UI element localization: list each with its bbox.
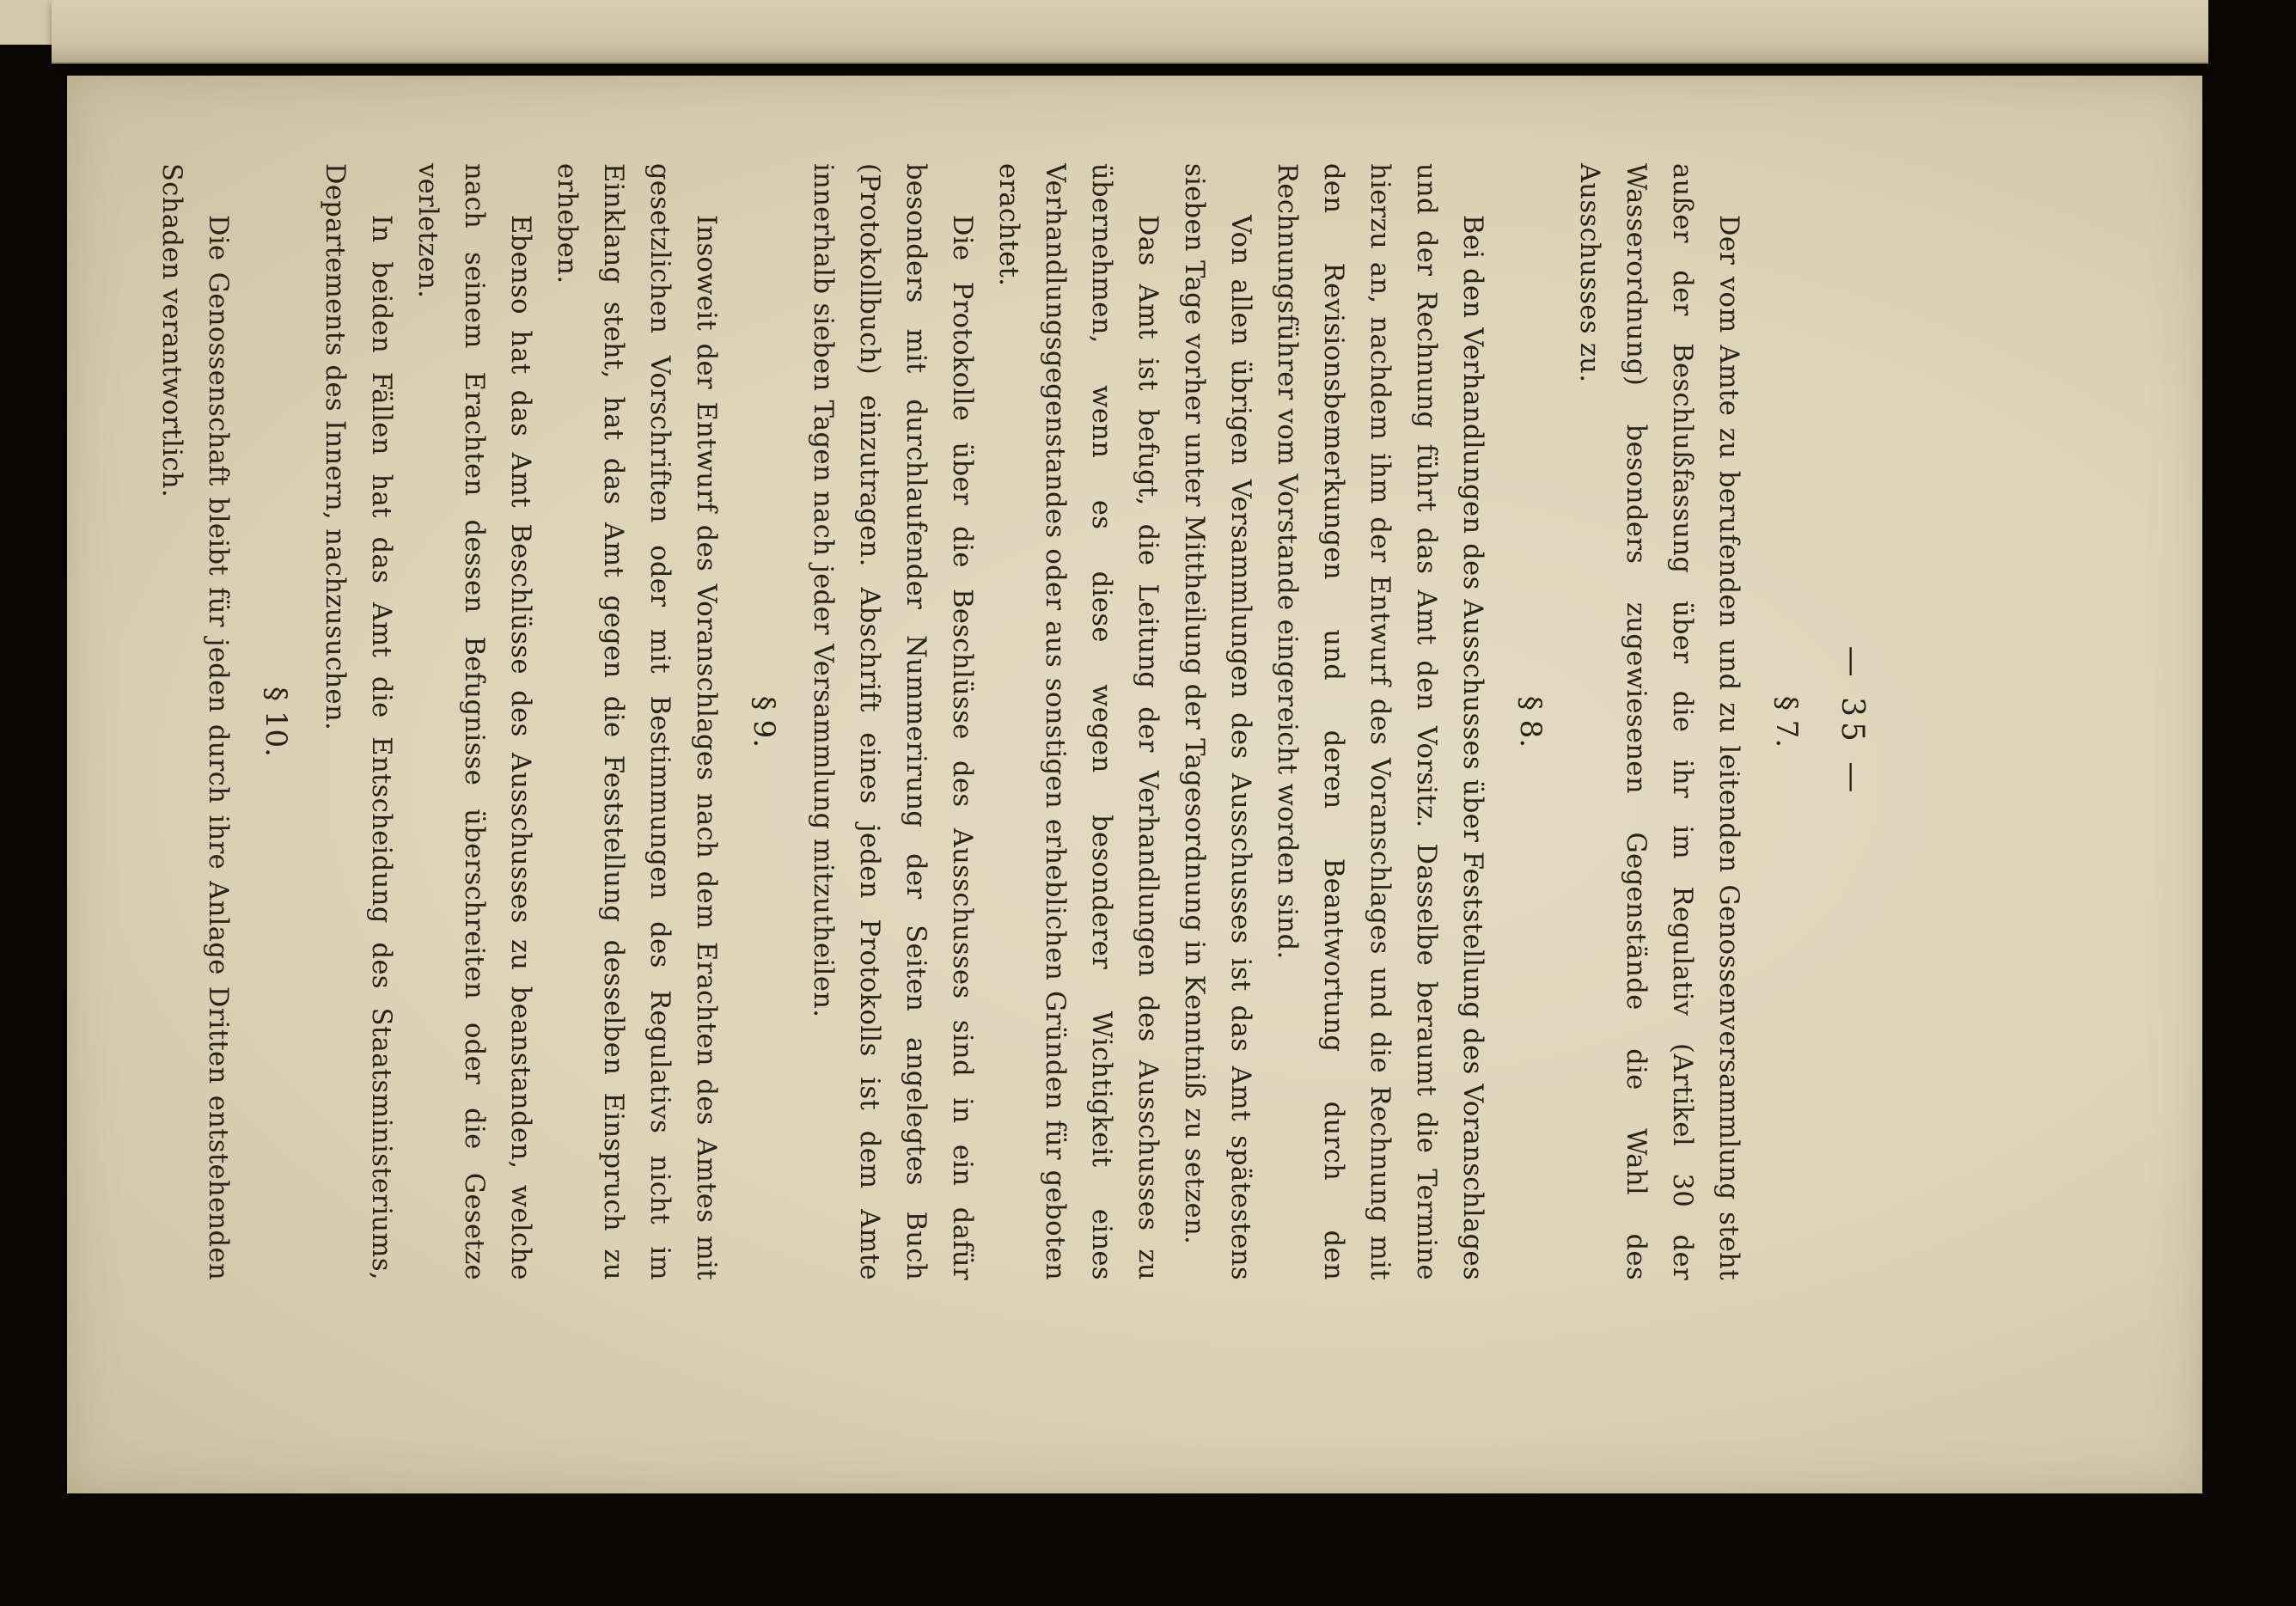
page-text-rotated	[156, 163, 1882, 1280]
section-10	[148, 163, 311, 1280]
section-heading: § 7.	[1769, 695, 1804, 748]
section-heading: § 10.	[259, 687, 293, 757]
section-heading: § 9.	[747, 695, 781, 748]
paragraph: Ebenso hat das Amt Beschlüsse des Ausschusses zu beanstanden, welche nach seinem Erachten dessen Befugnisse überschreiten oder die Gesetze verletzen.	[412, 163, 535, 1280]
paragraph: Der vom Amte zu berufenden und zu leitenden Genossenversammlung steht außer der Beschlußfassung über die ihr im Regulativ (Artikel 30 der Wasserordnung) besonders zugewiesenen Gegenstände die Wahl des Ausschusses zu.	[1574, 163, 1743, 1280]
paragraph: Von allen übrigen Versammlungen des Ausschusses ist das Amt spätestens sieben Tage vorher unter Mittheilung der Tagesordnung in Kenntniß zu setzen.	[1179, 163, 1255, 1280]
previous-page-corner	[0, 0, 52, 45]
paragraph: Insoweit der Entwurf des Voranschlages nach dem Erachten des Amtes mit gesetzlichen Vorschriften oder mit Bestimmungen des Regulativs nicht im Einklang steht, hat das Amt gegen die Feststellung desselben Einspruch zu erheben.	[552, 163, 721, 1280]
paragraph: Die Protokolle über die Beschlüsse des Ausschusses sind in ein dafür besonders mit durchlaufender Nummerirung der Seiten angelegtes Buch (Protokollbuch) einzutragen. Abschrift eines jeden Protokolls ist dem Amte innerhalb sieben Tagen nach jeder Versammlung mitzutheilen.	[808, 163, 977, 1280]
section-9	[311, 163, 799, 1280]
paragraph: In beiden Fällen hat das Amt die Entscheidung des Staatsministeriums, Departements des Innern, nachzusuchen.	[320, 163, 396, 1280]
section-heading: § 8.	[1513, 695, 1548, 748]
section-8	[799, 163, 1566, 1280]
paragraph: Die Genossenschaft bleibt für jeden durch ihre Anlage Dritten entstehenden Schaden verantwortlich.	[156, 163, 233, 1280]
previous-page-edge	[52, 0, 2208, 64]
page-number: — 35 —	[1835, 645, 1870, 798]
paragraph: Das Amt ist befugt, die Leitung der Verhandlungen des Ausschusses zu übernehmen, wenn es diese wegen besonderer Wichtigkeit eines Verhandlungsgegenstandes oder aus sonstigen erheblichen Gründen für geboten erachtet.	[993, 163, 1163, 1280]
paragraph: Bei den Verhandlungen des Ausschusses über Feststellung des Voranschlages und der Rechnung führt das Amt den Vorsitz. Dasselbe beraumt die Termine hierzu an, nachdem ihm der Entwurf des Voranschlages und die Rechnung mit den Revisionsbemerkungen und deren Beantwortung durch den Rechnungsführer vom Vorstande eingereicht worden sind.	[1272, 163, 1487, 1280]
section-7	[1566, 163, 1822, 1280]
